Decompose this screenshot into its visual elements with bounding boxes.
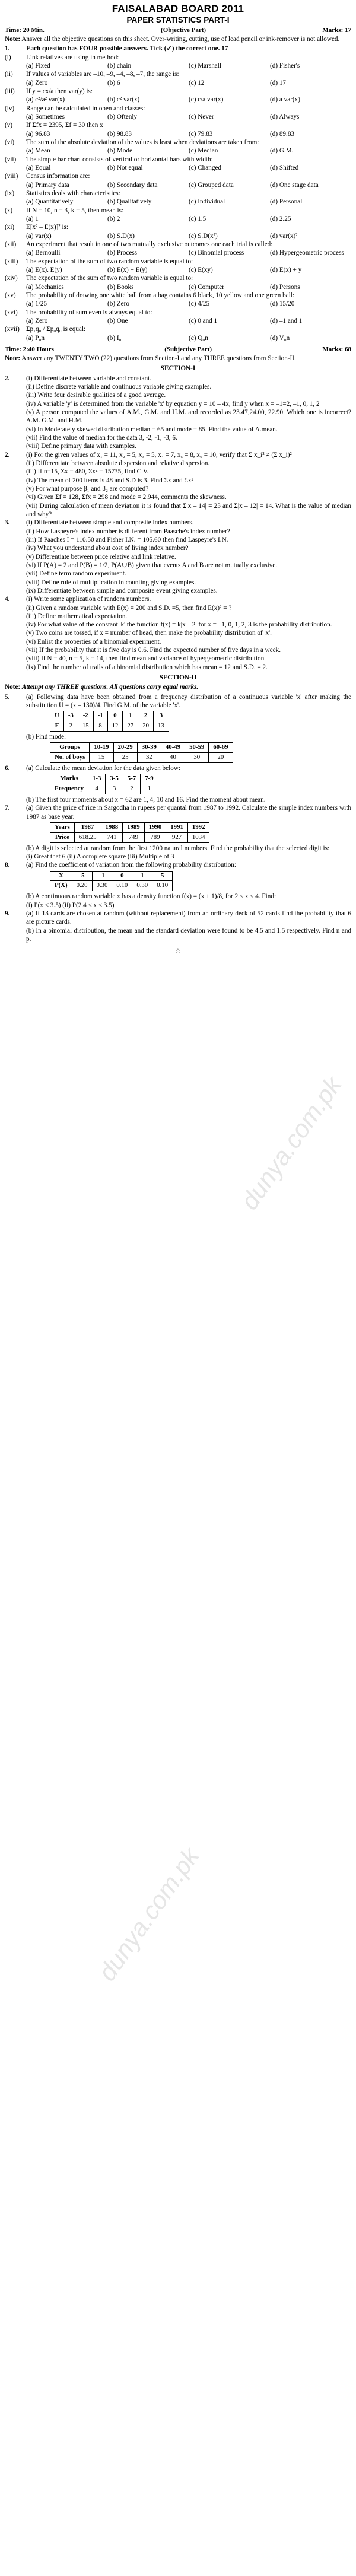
short-question: (iv) For what value of the constant 'k' the function f(x) = k|x – 2| for x = –1, 0, 1, 2, 3 is the probability distribution. [26,621,332,629]
table-cell: 4 [88,784,105,794]
short-question: (ii) Given a random variable with E(x) = 200 and S.D. =5, then find E(x)² = ? [26,604,232,612]
short-question: (i) Write some application of random numbers. [26,596,151,603]
table-cell: 8 [93,721,107,732]
q3-block: 3. (i) Differentiate between simple and composite index numbers. (ii) How Laspeyre's index number is different from Paasche's index number? (iii) If Paaches I = 110.50 and Fisher I.N. = 105.60 then find Laspeyre's I.N. (iv) What you understand about cost of living index number? (v) Differentiate between price relative and link relative. (vi) If P(A) = 2 and P(B) = 1/2, P(A∪B) given that events A and B are not mutually exclusive. (vii) Define term random experiment. (viii) Define rule of multiplication in counting giving examples. (ix) Differentiate between simple and composite event giving examples. [5,519,351,595]
mcq-question: The probability of sum even is always equal to: [26,309,152,316]
mcq-options [26,96,351,104]
mcq-option: (d) G.M. [270,147,294,155]
mcq-options [26,147,351,155]
mcq-option: (d) E(x) + y [270,266,302,273]
mcq-options [26,181,351,189]
mcq-option: (c) Binomial process [189,249,244,257]
mcq-option: (b) Secondary data [107,181,158,189]
watermark: dunya.com.pk [93,1843,205,1986]
table-cell: 1990 [144,822,166,832]
table-cell: Frequency [50,784,88,794]
q9-block: 9. (a) If 13 cards are chosen at random (without replacement) from an ordinary deck of 52 cards find the probability that 6 are picture cards. (b) In a binomial distribution, the mean and the standard deviation were found to be 4.5 and 1.5 respectively. Find n and p. [5,909,351,943]
q9b-text: (b) In a binomial distribution, the mean and the standard deviation were found to be 4.5 and 1.5 respectively. Find n and p. [26,927,351,943]
table-cell: 1992 [187,822,209,832]
subjective-meta: Time: 2:40 Hours (Subjective Part) Marks: 68 [5,345,351,353]
q8-table [50,871,173,892]
table-cell: 40-49 [161,743,185,753]
mcq-number: (iv) [5,104,15,112]
mcq-option: (b) 98.83 [107,130,132,138]
mcq-option: (b) Zero [107,300,129,308]
table-cell: 25 [113,753,137,763]
section-1-heading: SECTION-I [160,365,196,373]
mcq-option: (b) Qualitatively [107,198,152,206]
table-cell: 20-29 [113,743,137,753]
table-cell: 27 [123,721,138,732]
q7b-parts: (i) Great that 6 (ii) A complete square (iii) Multiple of 3 [26,853,174,860]
table-cell: 60-69 [209,743,233,753]
mcq-option: (b) S.D(x) [107,232,135,240]
mcq-option: (c) E(xy) [189,266,213,273]
mcq-option: (a) E(x). E(y) [26,266,62,273]
mcq-number: (vi) [5,139,15,147]
mcq-option: (c) Median [189,147,218,155]
table-cell: 0.30 [92,881,112,891]
mcq-number: (vii) [5,155,17,163]
mcq-question: If Σfx = 2395, Σf = 30 then x̄ [26,122,103,129]
mcq-option: (d) –1 and 1 [270,317,303,325]
mcq-option: (d) 17 [270,79,287,87]
table-row [50,871,173,881]
table-cell: 0 [112,871,132,881]
table-cell: 1988 [101,822,123,832]
mcq-option: (b) chain [107,62,132,70]
short-question: (ii) Differentiate between absolute dispersion and relative dispersion. [26,459,210,467]
mcq-options [26,317,351,325]
mcq-option: (c) 79.83 [189,130,213,138]
mcq-item [5,240,351,249]
mcq-option: (b) One [107,317,128,325]
table-cell: 1034 [187,832,209,842]
short-question: (vii) Find the value of median for the data 3, -2, -1, -3, 6. [26,434,177,441]
table-cell: -5 [72,871,92,881]
table-cell: 50-59 [185,743,209,753]
mcq-option: (a) Fixed [26,62,50,70]
end-mark: ☆ [174,947,182,955]
mcq-option: (c) 12 [189,79,205,87]
short-question: (iv) What you understand about cost of living index number? [26,545,189,552]
mcq-option: (a) var(x) [26,232,52,240]
short-question: (v) Differentiate between price relative and link relative. [26,553,176,561]
q4-list [26,595,351,672]
short-question: (ix) Differentiate between simple and composite event giving examples. [26,587,218,594]
table-row [50,721,169,732]
mcq-option: (a) Mean [26,147,50,155]
table-cell: 927 [166,832,188,842]
table-cell: -2 [78,711,93,721]
table-cell: 5-7 [123,774,140,784]
mcq-question: The expectation of the sum of two random variable is equal to: [26,275,193,282]
mcq-option: (d) Persons [270,283,300,291]
mcq-option: (c) S.D(x²) [189,232,218,240]
table-cell: 2 [63,721,78,732]
mcq-option: (a) Zero [26,317,48,325]
q8-block: 8. (a) Find the coefficient of variation from the following probability distribution: X -5 -1 0 1 5 P(X) 0.20 0.30 0.10 0.30 0.10 (b) A continuous random variable x has a density function f(x) = (x + 1)/8, for 2 ≤ x ≤ 4. Find: (i) P(x < 3.5) (ii) P(2.4 ≤ x ≤ 3.5) [5,861,351,909]
q1-items [5,53,351,342]
q1-heading: 1. Each question has FOUR possible answers. Tick (✓) the correct one. 17 [5,45,228,53]
q7-table [50,822,209,843]
table-cell: 0.30 [132,881,152,891]
mcq-item [5,138,351,147]
table-cell: 32 [137,753,161,763]
paper-title: PAPER STATISTICS PART-I [126,15,230,24]
mcq-number: (i) [5,53,11,61]
table-row [50,711,169,721]
mcq-option: (a) Primary data [26,181,69,189]
mcq-option: (d) var(x)² [270,232,298,240]
mcq-option: (c) c/a var(x) [189,96,224,104]
table-cell: 12 [107,721,123,732]
q7-block: 7. (a) Given the price of rice in Sargodha in rupees per quantal from 1987 to 1992. Calculate the simple index numbers with 1987 as base year. Years 1987 1988 1989 1990 1991 1992 Price 618.25 741 749 789 927 1034 (b) A digit is selected at random from the first 1200 natural numbers. Find the probability that the selected digit is: (i) Great that 6 (ii) A complete square (iii) Multiple of 3 [5,804,351,860]
short-question: (vi) Given Σf = 128, Σfx = 298 and mode = 2.944, comments the skewness. [26,494,227,501]
mcq-option: (a) 1/25 [26,300,47,308]
mcq-number: (xv) [5,291,16,299]
table-row [50,832,209,842]
mcq-options [26,62,351,70]
mcq-number: (xvii) [5,326,20,333]
mcq-number: (ii) [5,71,13,78]
short-question: (vii) Define term random experiment. [26,570,126,578]
mcq-question: If N = 10, n = 3, k = 5, then mean is: [26,206,124,214]
mcq-option: (b) Books [107,283,134,291]
short-question: (viii) Define primary data with examples. [26,443,136,450]
time-label: Time: 20 Min. [5,27,44,34]
watermark: dunya.com.pk [235,1071,347,1215]
mcq-option: (d) a var(x) [270,96,300,104]
mcq-number: (xi) [5,224,15,231]
mcq-option: (a) P₀n [26,334,44,342]
mcq-item [5,274,351,282]
mcq-option: (d) V₀n [270,334,290,342]
mcq-number: (xvi) [5,309,18,316]
short-question: (i) For the given values of x₁ = 11, x₂ = 5, x₃ = 5, x₄ = 7, x₅ = 8, x₆ = 10, verify that Σ x_i² ≠ (Σ x_i)² [26,451,292,459]
mcq-option: (a) Equal [26,164,51,172]
marks-label: Marks: 17 [322,27,351,34]
board-title: FAISALABAD BOARD 2011 [112,3,244,14]
short-question: (v) A person computed the values of A.M., G.M. and H.M. and recorded as 23.47,24.00, 22.90. Which one is incorrect? A.M. G.M. and H.M. [26,408,351,425]
short-question: (iii) If Paaches I = 110.50 and Fisher I.N. = 105.60 then find Laspeyre's I.N. [26,536,228,543]
table-cell: 30 [185,753,209,763]
mcq-options [26,300,351,308]
mcq-option: (d) Personal [270,198,303,206]
table-cell: F [50,721,64,732]
section-2-note: Note: Attempt any THREE questions. All questions carry equal marks. [5,683,199,691]
mcq-question: If values of variables are –10, –9, –4, –8, –7, the range is: [26,71,179,78]
table-cell: 1989 [123,822,145,832]
mcq-option: (b) Process [107,249,138,257]
table-cell: No. of boys [50,753,90,763]
mcq-number: (ix) [5,190,15,197]
mcq-question: E[x² – E(x)]² is: [26,224,69,231]
short-question: (vi) Enlist the properties of a binomial experiment. [26,638,161,645]
q3-list [26,519,351,595]
table-row [50,822,209,832]
table-cell: 1-3 [88,774,105,784]
short-question: (iii) Write four desirable qualities of a good average. [26,392,166,399]
mcq-options [26,130,351,138]
table-row [50,753,233,763]
mcq-option: (b) E(x) + E(y) [107,266,148,273]
mcq-number: (v) [5,122,13,129]
mcq-question: The simple bar chart consists of vertical or horizontal bars with width: [26,155,213,163]
short-question: (i) Differentiate between variable and constant. [26,374,152,382]
table-cell: 2 [138,711,154,721]
mcq-question: The expectation of the sum of two random variable is equal to: [26,257,193,265]
table-cell: 1991 [166,822,188,832]
table-cell: Price [50,832,75,842]
mcq-options [26,198,351,206]
q8a-text: (a) Find the coefficient of variation from the following probability distribution: [26,861,236,869]
mcq-number: (xiv) [5,275,18,282]
mcq-option: (a) Sometimes [26,113,65,121]
short-question: (iii) Define mathematical expectation. [26,612,128,620]
table-cell: -1 [93,711,107,721]
mcq-number: (viii) [5,173,18,180]
short-question: (vii) During calculation of mean deviation it is found that Σ|x – 14| = 23 and Σ|x – 12| = 14. What is the value of median and why? [26,502,351,518]
table-cell: U [50,711,64,721]
table-cell: 0 [107,711,123,721]
short-question: (iii) If n=15, Σx = 480, Σx² = 15735, find C.V. [26,468,149,476]
mcq-options [26,79,351,87]
mcq-option: (c) Computer [189,283,224,291]
mcq-number: (xiii) [5,257,18,265]
table-cell: 749 [123,832,145,842]
table-cell: 0.10 [152,881,173,891]
mcq-item [5,172,351,180]
mcq-option: (b) c² var(x) [107,96,140,104]
table-cell: P(X) [50,881,72,891]
table-cell: 3-5 [106,774,123,784]
q5-table [50,711,169,732]
objective-meta [5,26,351,34]
table-row [50,784,158,794]
mcq-option: (b) 6 [107,79,120,87]
short-question: (vii) If the probability that it is five day is 0.6. Find the expected number of five days in a week. [26,647,281,654]
table-row [50,774,158,784]
q9a-text: (a) If 13 cards are chosen at random (without replacement) from an ordinary deck of 52 cards find the probability that 6 are picture cards. [26,909,351,926]
mcq-item [5,291,351,300]
mcq-option: (a) Quantitatively [26,198,74,206]
table-cell: 0.20 [72,881,92,891]
short-question: (v) For what purpose β₁ and β₂ are computed? [26,485,149,492]
table-cell: 1 [141,784,158,794]
table-cell: 1 [123,711,138,721]
mcq-options [26,232,351,240]
mcq-options [26,249,351,257]
table-row [50,881,173,891]
objective-note: Note: Answer all the objective questions on this sheet. Over-writing, cutting, use of lead pencil or ink-remover is not allowed. [5,36,340,43]
table-cell: 30-39 [137,743,161,753]
q7a-text: (a) Given the price of rice in Sargodha in rupees per quantal from 1987 to 1992. Calculate the simple index numbers with 1987 as base year. [26,804,351,820]
mcq-option: (c) 1.5 [189,215,206,222]
mcq-question: Σp₁q₀ / Σp₀q₀ is equal: [26,326,86,333]
mcq-question: The sum of the absolute deviation of the values is least when deviations are taken from: [26,139,259,147]
table-cell: 20 [138,721,154,732]
table-cell: 618.25 [74,832,101,842]
short-question: (vi) In Moderately skewed distribution median = 65 and mode = 85. Find the value of A.mean. [26,425,278,433]
q8b-parts: (i) P(x < 3.5) (ii) P(2.4 ≤ x ≤ 3.5) [26,901,115,909]
short-question: (iv) The mean of 200 items is 48 and S.D is 3. Find Σx and Σx² [26,476,193,484]
mcq-item [5,53,351,62]
table-cell: 13 [154,721,169,732]
mcq-option: (c) Individual [189,198,225,206]
mcq-option: (b) 2 [107,215,120,222]
q2b-list [26,451,351,519]
mcq-option: (b) I₀ [107,334,122,342]
table-cell: 20 [209,753,233,763]
mcq-option: (c) Q₀n [189,334,208,342]
mcq-item [5,155,351,164]
table-cell: 0.10 [112,881,132,891]
q2-block: 2. (i) Differentiate between variable and constant. (ii) Define discrete variable and continuous variable giving examples. (iii) Write four desirable qualities of a good average. (iv) A variable 'y' is determined from the variable 'x' by equation y = 10 – 4x, find ȳ when x = –1=2, –1, 0, 1, 2 (v) A person computed the values of A.M., G.M. and H.M. and recorded as 23.47,24.00, 22.90. Which one is incorrect? A.M. G.M. and H.M. (vi) In Moderately skewed distribution median = 65 and mode = 85. Find the value of A.mean. (vii) Find the value of median for the data 3, -2, -1, -3, 6. (viii) Define primary data with examples. [5,374,351,450]
part-label: (Objective Part) [161,27,206,34]
short-question: (viii) Define rule of multiplication in counting giving examples. [26,578,196,586]
q2b-block: 2. (i) For the given values of x₁ = 11, x₂ = 5, x₃ = 5, x₄ = 7, x₅ = 8, x₆ = 10, verify that Σ x_i² ≠ (Σ x_i)² (ii) Differentiate between absolute dispersion and relative dispersion. (iii) If n=15, Σx = 480, Σx² = 15735, find C.V. (iv) The mean of 200 items is 48 and S.D is 3. Find Σx and Σx² (v) For what purpose β₁ and β₂ are computed? (vi) Given Σf = 128, Σfx = 298 and mode = 2.944, comments the skewness. (vii) During calculation of mean deviation it is found that Σ|x – 14| = 23 and Σ|x – 12| = 14. What is the value of median and why? [5,451,351,518]
short-question: (v) Two coins are tossed, if x = number of head, then make the probability distribution of 'x'. [26,629,272,637]
mcq-option: (b) Oftenly [107,113,138,121]
mcq-option: (c) Grouped data [189,181,234,189]
short-question: (ii) How Laspeyre's index number is different from Paasche's index number? [26,527,230,535]
mcq-item [5,325,351,333]
mcq-number: (xii) [5,240,17,248]
table-cell: Groups [50,743,90,753]
short-question: (viii) If N = 40, n = 5, k = 14, then find mean and variance of hypergeometric distribution. [26,655,266,663]
table-cell: 5 [152,871,173,881]
mcq-option: (c) Never [189,113,214,121]
mcq-question: An experiment that result in one of two mutually exclusive outcomes one each trial is called: [26,240,273,248]
mcq-options [26,334,351,342]
table-cell: 741 [101,832,123,842]
q6a-text: (a) Calculate the mean deviation for the data given below: [26,765,181,772]
mcq-item [5,189,351,198]
table-cell: 2 [123,784,140,794]
q2-list [26,374,351,451]
table-cell: 15 [78,721,93,732]
short-question: (ix) Find the number of trails of a binomial distribution which has mean = 12 and S.D. = 2. [26,663,268,671]
mcq-option: (a) 1 [26,215,39,222]
short-question: (vi) If P(A) = 2 and P(B) = 1/2, P(A∪B) given that events A and B are not mutually exclusive. [26,561,278,569]
mcq-option: (d) 89.83 [270,130,295,138]
mcq-options [26,266,351,274]
mcq-option: (d) Shifted [270,164,299,172]
short-question: (i) Differentiate between simple and composite index numbers. [26,519,194,527]
mcq-options [26,215,351,223]
table-cell: 1987 [74,822,101,832]
mcq-item [5,121,351,129]
mcq-item [5,104,351,113]
table-cell: 15 [90,753,113,763]
q5b-table [50,742,233,763]
q8b-text: (b) A continuous random variable x has a density function f(x) = (x + 1)/8, for 2 ≤ x ≤ 4. Find: [26,893,276,901]
mcq-option: (c) Changed [189,164,221,172]
table-cell: 3 [154,711,169,721]
subjective-note: Note: Answer any TWENTY TWO (22) questions from Section-I and any THREE questions from Section-II. [5,354,296,362]
mcq-question: Census information are: [26,173,90,180]
table-cell: Years [50,822,75,832]
mcq-question: If y = cx/a then var(y) is: [26,88,93,96]
mcq-option: (d) 15/20 [270,300,295,308]
table-cell: 1 [132,871,152,881]
mcq-option: (b) Not equal [107,164,143,172]
mcq-option: (c) 4/25 [189,300,210,308]
mcq-option: (d) One stage data [270,181,319,189]
mcq-option: (b) Mode [107,147,132,155]
mcq-item [5,257,351,266]
mcq-item [5,70,351,78]
table-row [50,743,233,753]
table-cell: Marks [50,774,88,784]
table-cell: 3 [106,784,123,794]
mcq-option: (a) Mechanics [26,283,64,291]
q6-table [50,774,158,794]
table-cell: 10-19 [90,743,113,753]
short-question: (iv) A variable 'y' is determined from the variable 'x' by equation y = 10 – 4x, find ȳ when x = –1=2, –1, 0, 1, 2 [26,400,320,408]
mcq-option: (a) c²/a² var(x) [26,96,65,104]
short-question: (ii) Define discrete variable and continuous variable giving examples. [26,383,212,390]
mcq-question: Link relatives are using in method: [26,53,119,61]
table-cell: -3 [63,711,78,721]
section-2-heading: SECTION-II [159,674,197,682]
mcq-question: Statistics deals with characteristics: [26,190,120,197]
mcq-item [5,309,351,317]
table-cell: 40 [161,753,185,763]
mcq-option: (d) Always [270,113,300,121]
mcq-options [26,283,351,291]
mcq-option: (d) Hypergeometric process [270,249,344,257]
mcq-options [26,113,351,121]
mcq-option: (c) 0 and 1 [189,317,218,325]
mcq-option: (d) 2.25 [270,215,291,222]
mcq-number: (iii) [5,88,15,96]
mcq-option: (a) 96.83 [26,130,50,138]
table-cell: 7-9 [141,774,158,784]
table-cell: X [50,871,72,881]
mcq-options [26,164,351,172]
mcq-number: (x) [5,206,13,214]
mcq-item [5,223,351,231]
table-cell: 789 [144,832,166,842]
q7b-text: (b) A digit is selected at random from the first 1200 natural numbers. Find the probability that the selected digit is: [26,844,330,852]
mcq-option: (d) Fisher's [270,62,300,70]
mcq-option: (c) Marshall [189,62,221,70]
mcq-item [5,87,351,96]
mcq-question: Range can be calculated in open and classes: [26,104,145,112]
table-cell: -1 [92,871,112,881]
q4-block: 4. (i) Write some application of random numbers. (ii) Given a random variable with E(x) = 200 and S.D. =5, then find E(x)² = ? (iii) Define mathematical expectation. (iv) For what value of the constant 'k' the function f(x) = k|x – 2| for x = –1, 0, 1, 2, 3 is the probability distribution. (v) Two coins are tossed, if x = number of head, then make the probability distribution of 'x'. (vi) Enlist the properties of a binomial experiment. (vii) If the probability that it is five day is 0.6. Find the expected number of five days in a week. (viii) If N = 40, n = 5, k = 14, then find mean and variance of hypergeometric distribution. (ix) Find the number of trails of a binomial distribution which has mean = 12 and S.D. = 2. [5,595,351,672]
mcq-option: (a) Bernoulli [26,249,61,257]
mcq-option: (a) Zero [26,79,48,87]
mcq-item [5,206,351,215]
q6-block: 6. (a) Calculate the mean deviation for the data given below: Marks 1-3 3-5 5-7 7-9 Frequency 4 3 2 1 (b) The first four moments about x = 62 are 1, 4, 10 and 16. Find the moment about mean. [5,764,351,804]
q5b-text: (b) Find mode: [26,733,66,741]
q6b-text: (b) The first four moments about x = 62 are 1, 4, 10 and 16. Find the moment about mean. [26,796,266,803]
q5a-text: (a) Following data have been obtained from a frequency distribution of a continuous variable 'x' after making the substitution U = (x – 130)/4. Find G.M. of the variable 'x'. [26,693,351,710]
mcq-question: The probability of drawing one white ball from a bag contains 6 black, 10 yellow and one green ball: [26,291,295,299]
q5-block: 5. (a) Following data have been obtained from a frequency distribution of a continuous variable 'x' after making the substitution U = (x – 130)/4. Find G.M. of the variable 'x'. U -3 -2 -1 0 1 2 3 F 2 15 8 12 27 20 13 (b) Find mode: Groups 10-19 20-29 30-39 40-49 50-59 60-69 No. of boys 15 25 32 40 30 20 [5,693,351,764]
